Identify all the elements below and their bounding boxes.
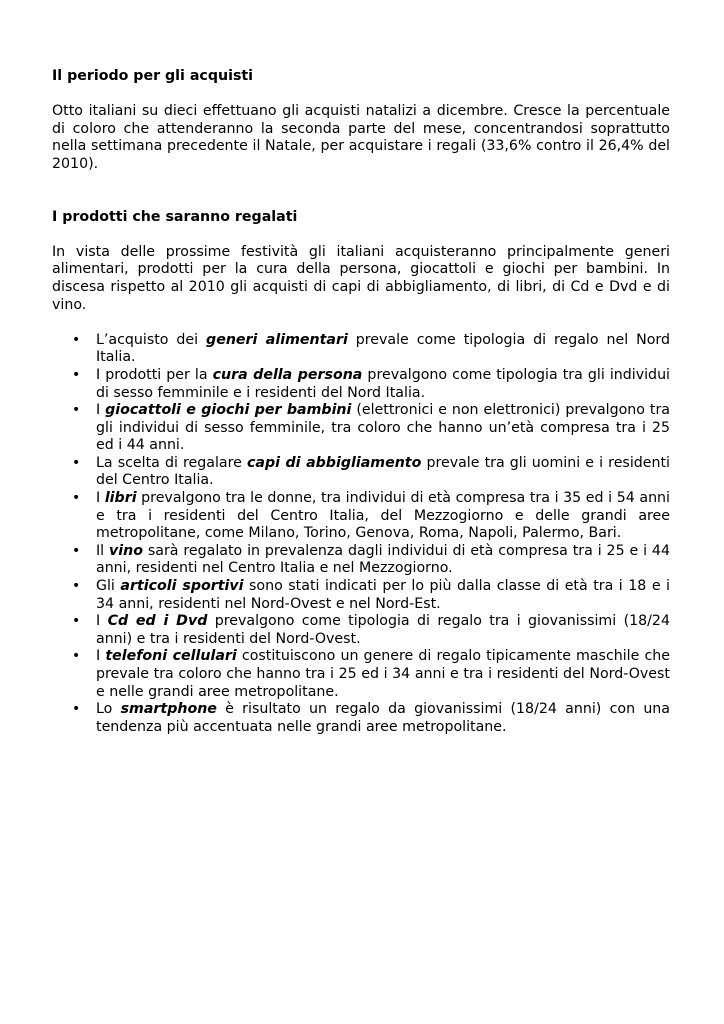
section-title-gift-products: I prodotti che saranno regalati bbox=[52, 208, 298, 225]
item-text-post: prevalgono come tipologia di regalo tra i giovanissimi (18/24 anni) e tra i residenti del Nord-Ovest. bbox=[96, 613, 670, 647]
item-text-pre: I prodotti per la bbox=[96, 366, 213, 383]
list-item bbox=[52, 578, 670, 613]
item-text-pre: Il bbox=[96, 542, 110, 559]
item-category: capi di abbigliamento bbox=[246, 454, 422, 471]
spacer bbox=[52, 226, 670, 244]
item-text-pre: I bbox=[96, 490, 105, 507]
list-item bbox=[52, 648, 670, 701]
bullet-icon: • bbox=[72, 613, 81, 630]
item-category: Cd ed i Dvd bbox=[107, 613, 208, 630]
list-item bbox=[52, 543, 670, 578]
list-item bbox=[52, 455, 670, 490]
item-category: giocattoli e giochi per bambini bbox=[105, 402, 352, 419]
item-text-pre: I bbox=[96, 402, 106, 419]
item-category: cura della persona bbox=[212, 366, 363, 383]
list-item bbox=[52, 332, 670, 367]
item-category: smartphone bbox=[120, 701, 217, 718]
paragraph-gift-products: In vista delle prossime festività gli italiani acquisteranno principalmente generi alimentari, prodotti per la cura della persona, giocattoli e giochi per bambini. In discesa rispetto al 2010 gli acquisti di capi di abbigliamento, di libri, di Cd e Dvd e di vino. bbox=[52, 243, 670, 313]
item-text-post: (elettronici e non elettronici) prevalgono tra gli individui di sesso femminile, tra coloro che hanno un’età compresa tra i 25 ed i 44 anni. bbox=[96, 402, 671, 454]
bullet-icon: • bbox=[72, 701, 81, 718]
section-title-purchase-period: Il periodo per gli acquisti bbox=[52, 68, 254, 84]
item-text-post: è risultato un regalo da giovanissimi (18/24 anni) con una tendenza più accentuata nelle grandi aree metropolitane. bbox=[96, 701, 670, 735]
item-category: generi alimentari bbox=[206, 331, 348, 348]
item-text-pre: I bbox=[96, 613, 108, 630]
list-item bbox=[52, 402, 670, 455]
list-item bbox=[52, 701, 670, 736]
list-item bbox=[52, 490, 670, 543]
item-category: vino bbox=[109, 542, 143, 559]
spacer bbox=[52, 86, 670, 104]
bullet-icon: • bbox=[72, 648, 81, 665]
item-text-pre: L’acquisto dei bbox=[96, 331, 207, 348]
item-text-post: prevale come tipologia di regalo nel Nord Italia. bbox=[96, 331, 670, 366]
item-text-post: prevale tra gli uomini e i residenti del Centro Italia. bbox=[96, 454, 670, 489]
bullet-icon: • bbox=[72, 490, 81, 507]
item-text-pre: La scelta di regalare bbox=[96, 454, 247, 471]
bullet-icon: • bbox=[72, 542, 81, 559]
spacer bbox=[52, 174, 670, 209]
bullet-icon: • bbox=[72, 454, 81, 471]
bullet-icon: • bbox=[72, 578, 81, 595]
item-text-post: prevalgono come tipologia tra gli individui di sesso femminile e i residenti del Nord Italia. bbox=[96, 366, 670, 401]
list-item bbox=[52, 613, 670, 648]
bullet-icon: • bbox=[72, 331, 81, 348]
item-text-post: sarà regalato in prevalenza dagli individui di età compresa tra i 25 e i 44 anni, residenti nel Centro Italia e nel Mezzogiorno. bbox=[96, 542, 670, 577]
spacer bbox=[52, 314, 670, 332]
item-category: telefoni cellulari bbox=[105, 648, 237, 665]
document-page bbox=[52, 68, 670, 736]
item-text-pre: Lo bbox=[96, 701, 121, 718]
list-item bbox=[52, 367, 670, 402]
item-category: libri bbox=[104, 490, 137, 507]
item-category: articoli sportivi bbox=[120, 578, 244, 595]
gift-category-list bbox=[52, 332, 670, 737]
bullet-icon: • bbox=[72, 366, 81, 383]
item-text-post: costituiscono un genere di regalo tipicamente maschile che prevale tra coloro che hanno tra i 25 ed i 34 anni e tra i residenti del Nord-Ovest e nelle grandi aree metropolitane. bbox=[96, 648, 670, 700]
item-text-pre: Gli bbox=[96, 578, 121, 595]
bullet-icon: • bbox=[72, 402, 81, 419]
item-text-pre: I bbox=[96, 648, 106, 665]
paragraph-purchase-period: Otto italiani su dieci effettuano gli acquisti natalizi a dicembre. Cresce la percentuale di coloro che attenderanno la seconda parte del mese, concentrandosi soprattutto nella settimana precedente il Natale, per acquistare i regali (33,6% contro il 26,4% del 2010). bbox=[52, 103, 670, 172]
item-text-post: prevalgono tra le donne, tra individui di età compresa tra i 35 ed i 54 anni e tra i residenti del Centro Italia, del Mezzogiorno e delle grandi aree metropolitane, come Milano, Torino, Genova, Roma, Napoli, Palermo, Bari. bbox=[96, 490, 670, 542]
item-text-post: sono stati indicati per lo più dalla classe di età tra i 18 e i 34 anni, residenti nel Nord-Ovest e nel Nord-Est. bbox=[96, 578, 670, 612]
